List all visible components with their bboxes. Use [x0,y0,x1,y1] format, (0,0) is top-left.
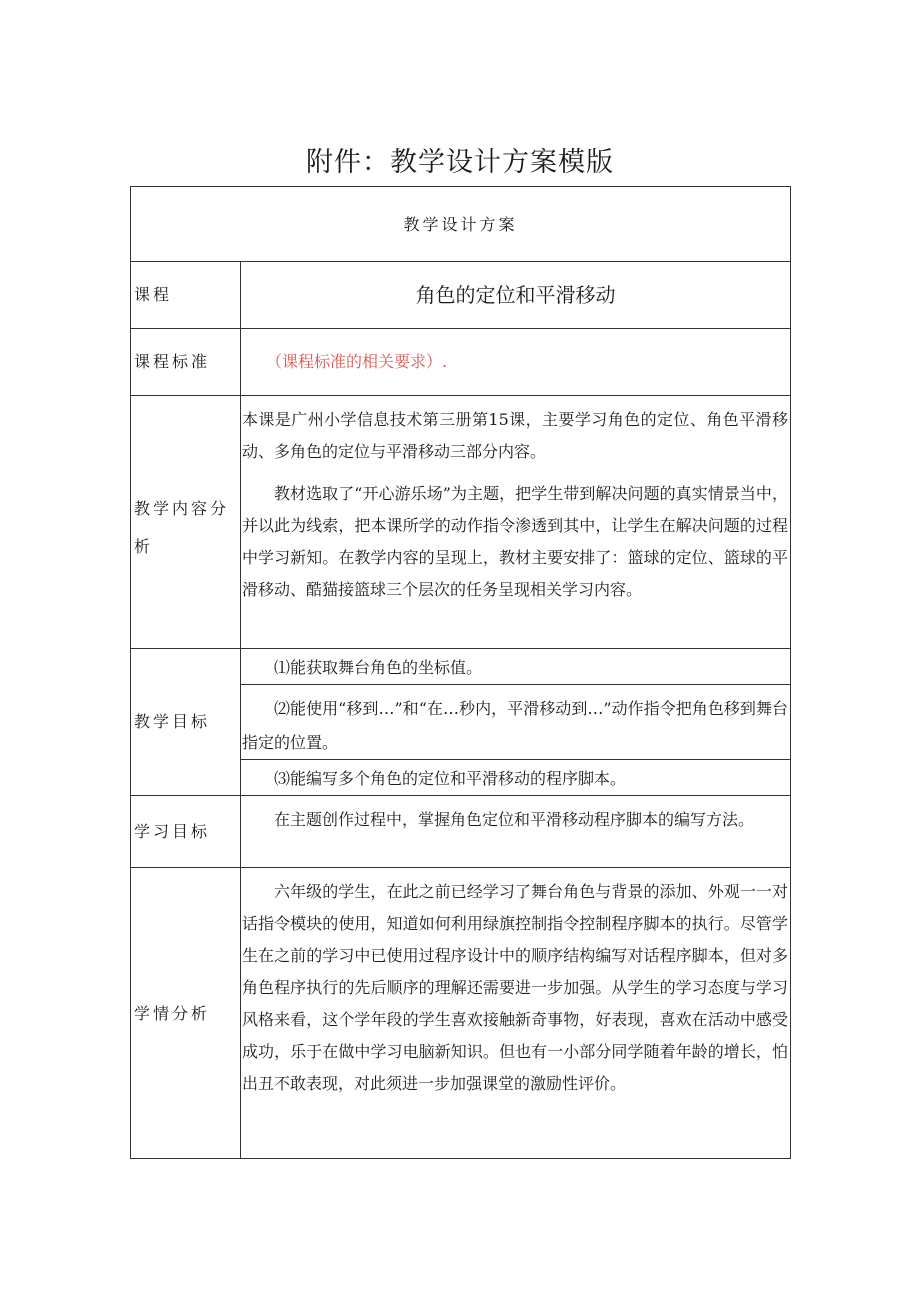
content-analysis-p1: 本课是广州小学信息技术第三册第15课，主要学习角色的定位、角色平滑移动、多角色的定位与平滑移动三部分内容。 [242,410,788,461]
teaching-goal-1: ⑴能获取舞台角色的坐标值。 [274,658,483,677]
row-divider [130,261,791,262]
standard-label: 课程标准 [134,352,211,371]
table-border-right [790,186,791,1159]
teaching-goals-label: 教学目标 [134,712,211,731]
goal-divider [240,684,791,685]
standard-value: （课程标准的相关要求）. [266,352,448,371]
course-value: 角色的定位和平滑移动 [415,283,616,307]
plan-header: 教学设计方案 [403,215,518,234]
teaching-goal-2: ⑵能使用“移到…”和“在…秒内，平滑移动到…”动作指令把角色移到舞台指定的位置。 [242,699,788,752]
learning-goals-value: 在主题创作过程中，掌握角色定位和平滑移动程序脚本的编写方法。 [274,810,755,829]
learning-goals-label: 学习目标 [134,822,211,841]
table-border-top [130,186,791,187]
row-divider [130,648,791,649]
content-analysis-label: 教学内容分析 [134,499,230,556]
row-divider [130,328,791,329]
table-border-bottom [130,1158,791,1159]
student-analysis-value: 六年级的学生，在此之前已经学习了舞台角色与背景的添加、外观一一对话指令模块的使用，知道如何利用绿旗控制指令控制程序脚本的执行。尽管学生在之前的学习中已使用过程序设计中的顺序结构编写对话程序脚本，但对多角色程序执行的先后顺序的理解还需要进一步加强。从学生的学习态度与学习风格来看，这个学年段的学生喜欢接触新奇事物，好表现，喜欢在活动中感受成功，乐于在做中学习电脑新知识。但也有一小部分同学随着年龄的增长，怕出丑不敢表现，对此须进一步加强课堂的激励性评价。 [242,882,788,1093]
student-analysis-label: 学情分析 [134,1004,211,1023]
row-divider [130,867,791,868]
course-label: 课程 [134,285,173,304]
table-border-left [130,186,131,1159]
row-divider [130,795,791,796]
page-title: 附件：教学设计方案模版 [306,147,614,178]
teaching-plan-table [130,186,791,1159]
row-divider [130,395,791,396]
teaching-goal-3: ⑶能编写多个角色的定位和平滑移动的程序脚本。 [274,769,627,788]
content-analysis-p2: 教材选取了“开心游乐场”为主题，把学生带到解决问题的真实情景当中，并以此为线索，把本课所学的动作指令渗透到其中，让学生在解决问题的过程中学习新知。在教学内容的呈现上，教材主要安排了：篮球的定位、篮球的平滑移动、酷猫接篮球三个层次的任务呈现相关学习内容。 [242,484,788,599]
